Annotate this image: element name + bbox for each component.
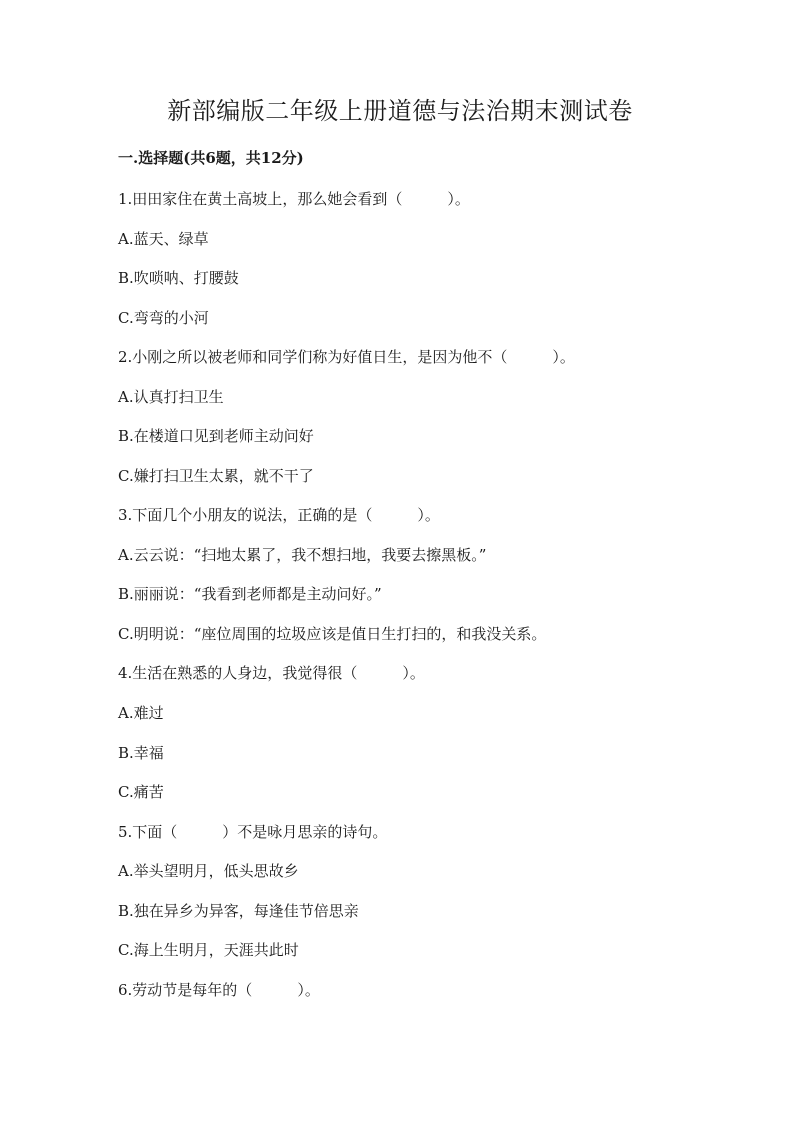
question-2-option-c: C.嫌打扫卫生太累，就不干了 (118, 467, 314, 485)
question-5: 5.下面（ ）不是咏月思亲的诗句。 (118, 823, 388, 841)
question-3-option-c: C.明明说：“座位周围的垃圾应该是值日生打扫的，和我没关系。 (118, 625, 547, 643)
exam-title: 新部编版二年级上册道德与法治期末测试卷 (167, 97, 633, 125)
question-4-option-b: B.幸福 (118, 744, 164, 762)
question-5-option-c: C.海上生明月，天涯共此时 (118, 941, 299, 959)
question-1-option-a: A.蓝天、绿草 (118, 230, 209, 248)
question-1-option-b: B.吹唢呐、打腰鼓 (118, 269, 239, 287)
question-3-option-a: A.云云说：“扫地太累了，我不想扫地，我要去擦黑板。” (118, 546, 487, 564)
question-4-option-a: A.难过 (118, 704, 164, 722)
question-2-option-a: A.认真打扫卫生 (118, 388, 224, 406)
question-6: 6.劳动节是每年的（ ）。 (118, 981, 320, 999)
question-1: 1.田田家住在黄土高坡上，那么她会看到（ ）。 (118, 190, 470, 208)
question-2-option-b: B.在楼道口见到老师主动问好 (118, 427, 314, 445)
question-4: 4.生活在熟悉的人身边，我觉得很（ ）。 (118, 664, 425, 682)
question-3-option-b: B.丽丽说：“我看到老师都是主动问好。” (118, 585, 382, 603)
question-4-option-c: C.痛苦 (118, 783, 164, 801)
question-1-option-c: C.弯弯的小河 (118, 309, 209, 327)
section-header: 一.选择题(共6题，共12分) (118, 149, 304, 167)
question-3: 3.下面几个小朋友的说法，正确的是（ ）。 (118, 506, 440, 524)
question-2: 2.小刚之所以被老师和同学们称为好值日生，是因为他不（ ）。 (118, 348, 575, 366)
question-5-option-b: B.独在异乡为异客，每逢佳节倍思亲 (118, 902, 359, 920)
question-5-option-a: A.举头望明月，低头思故乡 (118, 862, 299, 880)
